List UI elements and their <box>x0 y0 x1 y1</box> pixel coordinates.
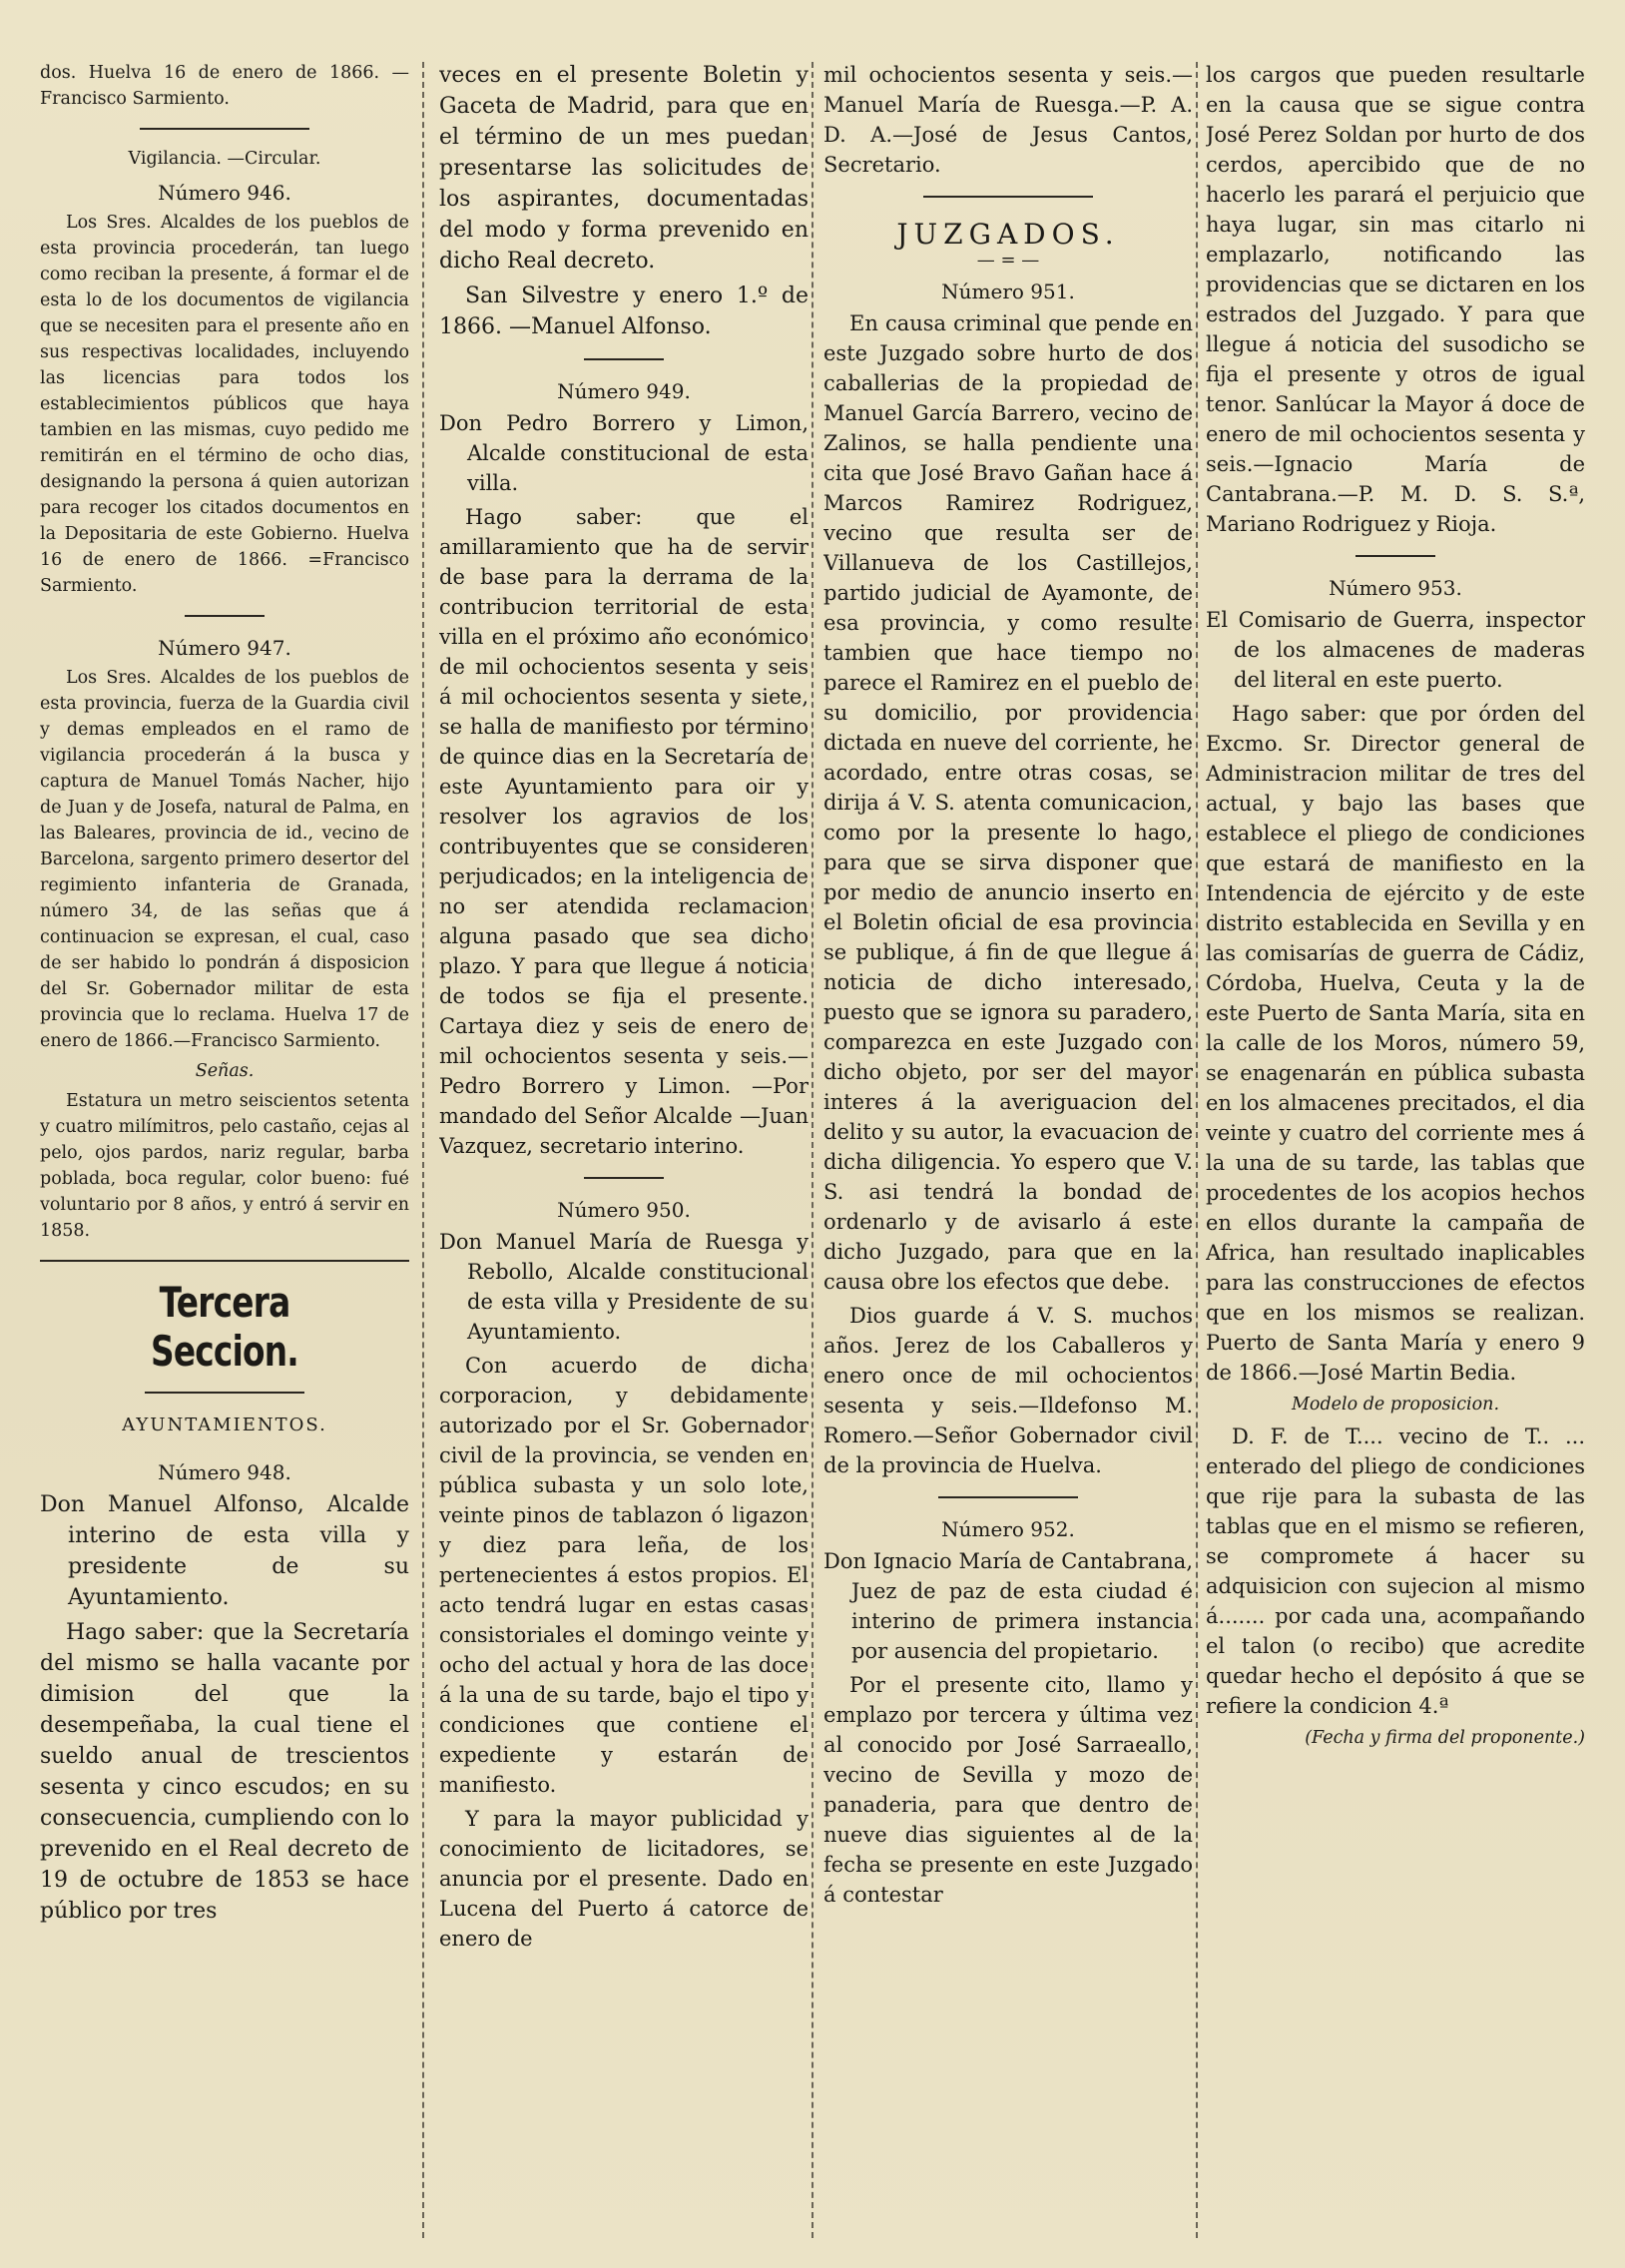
paragraph: Hago saber: que el amillaramiento que ha de servir de base para la derrama de la contribucion territorial de esta villa en el próximo año económico de mil ochocientos sesenta y seis á mil ochocientos sesenta y siete, se halla de manifiesto por término de quince dias en la Secretaría de este Ayuntamiento para oir y resolver los agravios de los contribuyentes que se consideren perjudicados; en la inteligencia de no ser atendida reclamacion alguna pasado que sea dicho plazo. Y para que llegue á noticia de todos se fija el presente. Cartaya diez y seis de enero de mil ochocientos sesenta y seis.—Pedro Borrero y Limon. —Por mandado del Señor Alcalde —Juan Vazquez, secretario interino. <box>439 505 809 1158</box>
separator <box>185 615 265 617</box>
paragraph: Con acuerdo de dicha corporacion, y debidamente autorizado por el Sr. Gobernador civil de la provincia, se venden en pública subasta y un solo lote, veinte pinos de tablazon ó ligazon y diez para leña, de los pertenecientes á estos propios. El acto tendrá lugar en estas casas consistoriales el domingo veinte y ocho del actual y hora de las doce á la una de su tarde, bajo el tipo y condiciones que contiene el expediente y estarán de manifiesto. <box>439 1354 809 1797</box>
paragraph: veces en el presente Boletin y Gaceta de Madrid, para que en el término de un mes puedan presentarse las solicitudes de los aspirantes, documentadas del modo y forma prevenido en dicho Real decreto. <box>439 63 809 274</box>
separator <box>40 1260 409 1262</box>
paragraph: dos. Huelva 16 de enero de 1866. — Francisco Sarmiento. <box>40 63 409 109</box>
notice-number: Número 948. <box>158 1460 291 1484</box>
ornament-rule <box>40 1382 409 1401</box>
section-subtitle: AYUNTAMIENTOS. <box>122 1415 327 1435</box>
notice-heading: Don Manuel María de Ruesga y Rebollo, Alcalde constitucional de esta villa y Presidente de su Ayuntamiento. <box>439 1230 809 1344</box>
notice-number: Número 952. <box>941 1517 1075 1541</box>
separator <box>938 1496 1078 1498</box>
notice-heading: Don Manuel Alfonso, Alcalde interino de esta villa y presidente de su Ayuntamiento. <box>40 1492 409 1610</box>
notice-heading: El Comisario de Guerra, inspector de los almacenes de maderas del literal en este puerto. <box>1206 608 1585 692</box>
notice-heading: Don Pedro Borrero y Limon, Alcalde constitucional de esta villa. <box>439 411 809 495</box>
paragraph: Por el presente cito, llamo y emplazo por tercera y última vez al conocido por José Sarraeallo, vecino de Sevilla y mozo de panaderia, para que dentro de nueve dias siguientes al de la fecha se presente en este Juzgado á contestar <box>823 1673 1193 1907</box>
column-4 <box>1206 60 1585 1755</box>
paragraph: los cargos que pueden resultarle en la causa que se sigue contra José Perez Soldan por hurto de dos cerdos, apercibido que de no hacerlo les parará el perjuicio que haya lugar, sin mas citarlo ni emplazarlo, notificando las providencias que se dictaren en los estrados del Juzgado. Y para que llegue á noticia del susodicho se fija el presente y otros de igual tenor. Sanlúcar la Mayor á doce de enero de mil ochocientos sesenta y seis.—Ignacio María de Cantabrana.—P. M. D. S. S.ª, Mariano Rodriguez y Rioja. <box>1206 63 1585 536</box>
paragraph: Hago saber: que por órden del Excmo. Sr. Director general de Administracion militar de tres del actual, y bajo las bases que establece el pliego de condiciones que estará de manifiesto en la Intendencia de ejército y de este distrito establecida en Sevilla y en las comisarías de guerra de Cádiz, Córdoba, Huelva, Ceuta y la de este Puerto de Santa María, sita en la calle de los Moros, número 59, se enagenarán en pública subasta en los almacenes precitados, el dia veinte y cuatro del corriente mes á la una de su tarde, las tablas que procedentes de los acopios hechos en ellos durante la campaña de Africa, han resultado inaplicables para las construcciones de efectos que en los mismos se realizan. Puerto de Santa María y enero 9 de 1866.—José Martin Bedia. <box>1206 702 1585 1385</box>
column-1 <box>40 60 409 1931</box>
separator <box>584 1177 664 1179</box>
section-heading: Vigilancia. —Circular. <box>128 149 321 169</box>
column-3 <box>823 60 1193 1914</box>
notice-number: Número 946. <box>158 181 291 205</box>
paragraph: San Silvestre y enero 1.º de 1866. —Manuel Alfonso. <box>439 284 809 339</box>
section-title: Tercera Seccion. <box>151 1278 298 1376</box>
paragraph: Y para la mayor publicidad y conocimiento de licitadores, se anuncia por el presente. Dado en Lucena del Puerto á catorce de enero de <box>439 1807 809 1951</box>
paragraph: Hago saber: que la Secretaría del mismo se halla vacante por dimision del que la desempeñaba, la cual tiene el sueldo anual de trescientos sesenta y cinco escudos; en su consecuencia, cumpliendo con lo prevenido en el Real decreto de 19 de octubre de 1853 se hace público por tres <box>40 1620 409 1924</box>
ornament: — = — <box>976 250 1040 271</box>
paragraph: Estatura un metro seiscientos setenta y cuatro milímitros, pelo castaño, cejas al pelo, ojos pardos, nariz regular, barba poblada, boca regular, color bueno: fué voluntario por 8 años, y entró á servir en 1858. <box>40 1091 409 1241</box>
notice-number: Número 947. <box>158 636 291 660</box>
column-divider <box>1196 62 1198 2238</box>
column-2 <box>439 60 809 1958</box>
notice-number: Número 949. <box>557 379 691 403</box>
separator <box>923 196 1093 198</box>
paragraph: En causa criminal que pende en este Juzgado sobre hurto de dos caballerias de la propiedad de Manuel García Barrero, vecino de Zalinos, se halla pendiente una cita que José Bravo Gañan hace á Marcos Ramirez Rodriguez, vecino que resulta ser de Villanueva de los Castillejos, partido judicial de Ayamonte, de esa provincia, y como resulte tambien que hace tiempo no parece el Ramirez en el pueblo de su domicilio, por providencia dictada en nueve del corriente, he acordado, entre otras cosas, se dirija á V. S. atenta comunicacion, como por la presente lo hago, para que se sirva disponer que por medio de anuncio inserto en el Boletin oficial de esa provincia se publique, á fin de que llegue á noticia de dicho interesado, puesto que se ignora su paradero, comparezca en este Juzgado con dicho objeto, por ser del mayor interes á la averiguacion del delito y su autor, la evacuacion de dicha diligencia. Yo espero que V. S. asi tendrá la bondad de ordenarlo y de avisarlo á este dicho Juzgado, para que en la causa obre los efectos que debe. <box>823 311 1193 1294</box>
signature-note: (Fecha y firma del proponente.) <box>1305 1728 1585 1748</box>
subheading: Señas. <box>195 1061 255 1081</box>
paragraph: Dios guarde á V. S. muchos años. Jerez de los Caballeros y enero once de mil ochocientos sesenta y seis.—Ildefonso M. Romero.—Señor Gobernador civil de la provincia de Huelva. <box>823 1304 1193 1477</box>
separator <box>1355 555 1435 557</box>
notice-number: Número 950. <box>557 1198 691 1222</box>
paragraph: D. F. de T.... vecino de T.. ... enterado del pliego de condiciones que rije para la subasta de las tablas que en el mismo se refieren, se compromete á hacer su adquisicion con sujecion al mismo á....... por cada una, acompañando el talon (o recibo) que acredite quedar hecho el depósito á que se refiere la condicion 4.ª <box>1206 1424 1585 1718</box>
notice-number: Número 951. <box>941 280 1075 303</box>
section-subtitle: JUZGADOS. <box>896 218 1120 251</box>
column-divider <box>422 62 424 2238</box>
paragraph: Los Sres. Alcaldes de los pueblos de esta provincia procederán, tan luego como reciban la presente, á formar el de esta lo de los documentos de vigilancia que se necesiten para el presente año en sus respectivas localidades, incluyendo las licencias para todos los establecimientos públicos que haya tambien en las mismas, cuyo pedido me remitirán en el término de ocho dias, designando la persona á quien autorizan para recoger los citados documentos en la Depositaria de este Gobierno. Huelva 16 de enero de 1866. =Francisco Sarmiento. <box>40 213 409 596</box>
subheading: Modelo de proposicion. <box>1291 1395 1500 1415</box>
separator <box>584 358 664 360</box>
column-divider <box>812 62 813 2238</box>
paragraph: mil ochocientos sesenta y seis.—Manuel María de Ruesga.—P. A. D. A.—José de Jesus Cantos, Secretario. <box>823 63 1193 177</box>
paragraph: Los Sres. Alcaldes de los pueblos de esta provincia, fuerza de la Guardia civil y demas empleados en el ramo de vigilancia procederán á la busca y captura de Manuel Tomás Nacher, hijo de Juan y de Josefa, natural de Palma, en las Baleares, provincia de id., vecino de Barcelona, sargento primero desertor del regimiento infanteria de Granada, número 34, de las señas que á continuacion se expresan, el cual, caso de ser habido lo pondrán á disposicion del Sr. Gobernador militar de esta provincia que lo reclama. Huelva 17 de enero de 1866.—Francisco Sarmiento. <box>40 668 409 1051</box>
notice-heading: Don Ignacio María de Cantabrana, Juez de paz de esta ciudad é interino de primera instancia por ausencia del propietario. <box>823 1549 1193 1663</box>
notice-number: Número 953. <box>1329 576 1462 600</box>
separator <box>140 128 309 130</box>
